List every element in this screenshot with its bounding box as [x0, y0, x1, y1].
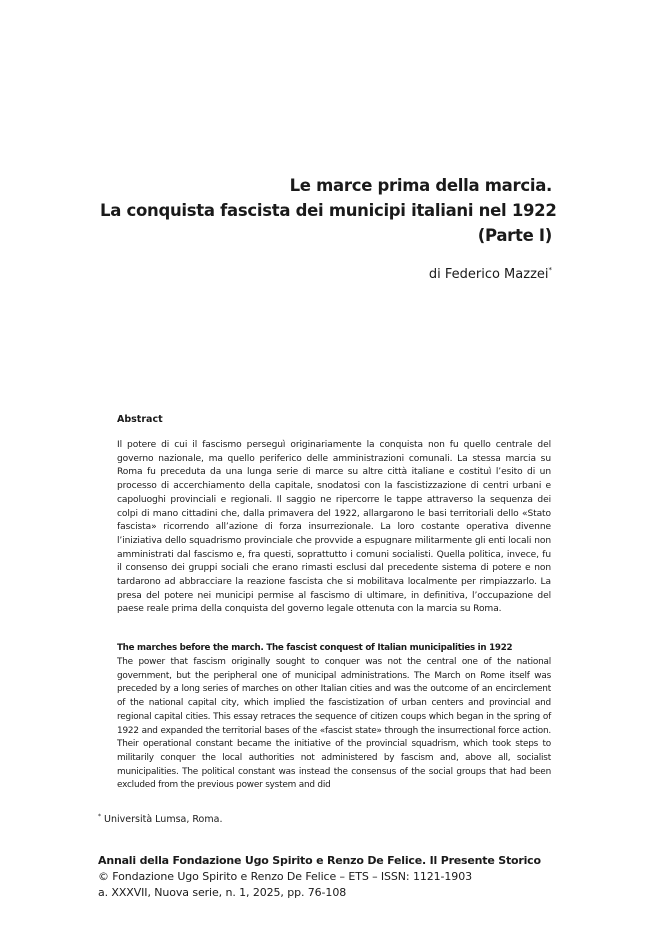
- title-line-3: (Parte I): [477, 226, 552, 245]
- journal-name: Annali della Fondazione Ugo Spirito e Renzo De Felice. Il Presente Storico: [98, 854, 541, 867]
- article-title: [100, 173, 557, 248]
- author-name: di Federico Mazzei: [428, 267, 549, 282]
- english-title: The marches before the march. The fascist conquest of Italian municipalities in 1922: [117, 643, 513, 653]
- title-line-2: La conquista fascista dei municipi italiani nel 1922: [100, 201, 557, 220]
- journal-issue: a. XXXVII, Nuova serie, n. 1, 2025, pp. 76-108: [98, 886, 347, 899]
- abstract-italian-text: Il potere di cui il fascismo perseguì originariamente la conquista non fu quello centrale del governo nazionale, ma quello periferico delle amministrazioni comunali. La stessa marcia su Roma fu preceduta da una lunga serie di marce su altre città italiane e costituì l’esito di un processo di accerchiamento della capitale, snodatosi con la fascistizzazione di centri urbani e capoluoghi provinciali e regionali. Il saggio ne ripercorre le tappe attraverso la sequenza dei colpi di mano cittadini che, dalla primavera del 1922, allargarono le basi territoriali dello «Stato fascista» ricorrendo all’azione di forza insurrezionale. La loro costante operativa divenne l’iniziativa dello squadrismo provinciale che provvide a espugnare militarmente gli enti locali non amministrati dal fascismo e, fra questi, soprattutto i comuni socialisti. Quella politica, invece, fu il consenso dei gruppi sociali che erano rimasti esclusi dal precedente sistema di potere e non tardarono ad abbracciare la reazione fascista che si mobilitava localmente per rimpiazzarlo. La presa del potere nei municipi permise al fascismo di ultimare, in definitiva, l’occupazione del paese reale prima della conquista del governo legale ottenuta con la marcia su Roma.: [117, 440, 551, 615]
- journal-copyright: © Fondazione Ugo Spirito e Renzo De Felice – ETS – ISSN: 1121-1903: [98, 870, 472, 883]
- author-byline: [429, 266, 552, 282]
- title-line-1: Le marce prima della marcia.: [289, 176, 552, 195]
- journal-info: [98, 853, 541, 901]
- footnote: [98, 813, 222, 825]
- abstract-heading: Abstract: [117, 414, 163, 425]
- author-footnote-marker: *: [548, 266, 552, 274]
- footnote-marker: *: [98, 813, 101, 820]
- footnote-text: Università Lumsa, Roma.: [104, 814, 223, 825]
- abstract-english-text: The power that fascism originally sought to conquer was not the central one of the national government, but the peripheral one of municipal administrations. The March on Rome itself was preceded by a long series of marches on other Italian cities and was the outcome of an encirclement of the national capital city, which implied the fascistization of urban centers and provincial and regional capital cities. This essay retraces the sequence of citizen coups which began in the spring of 1922 and expanded the territorial bases of the «fascist state» through the insurrectional force action. Their operational constant became the initiative of the provincial squadrism, which took steps to militarily conquer the local authorities not administered by fascism and, above all, socialist municipalities. The political constant was instead the consensus of the social groups that had been excluded from the previous power system and did: [117, 657, 551, 791]
